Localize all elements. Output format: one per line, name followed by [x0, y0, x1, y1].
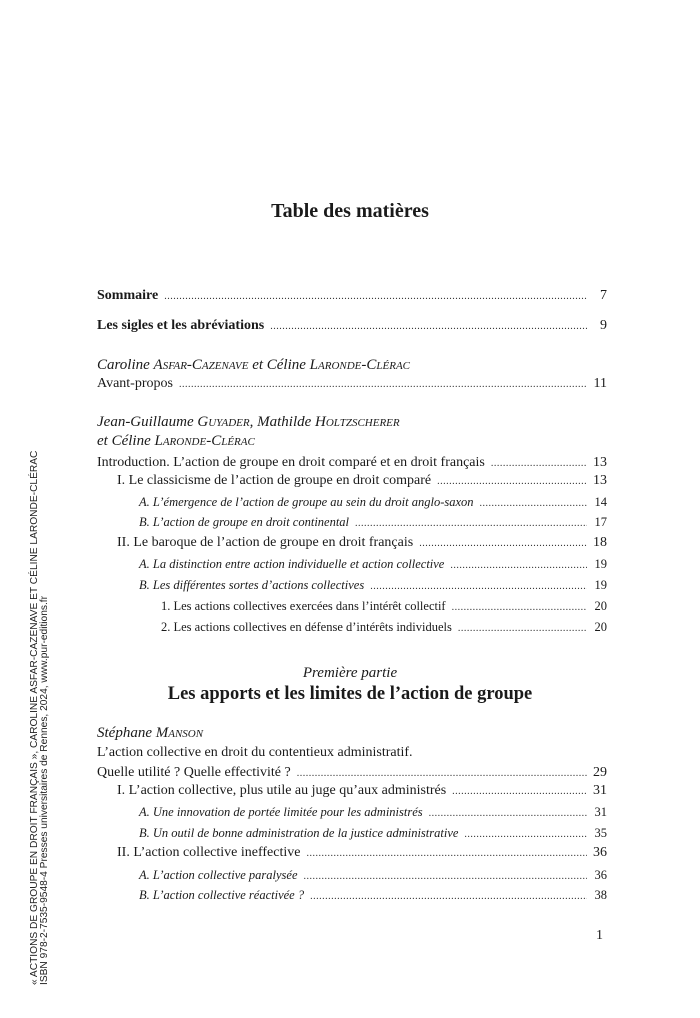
copyright-sidebar	[29, 450, 50, 985]
dot-leader	[437, 476, 587, 487]
dot-leader	[480, 498, 587, 509]
sidebar-line-1: « ACTIONS DE GROUPE EN DROIT FRANÇAIS », CAROLINE ASFAR-CAZENAVE ET CÉLINE LARONDE-CLÉRAC	[29, 450, 40, 985]
dot-leader	[355, 518, 587, 529]
toc-entry-label: II. L’action collective ineffective	[117, 845, 301, 860]
toc-entry-label: A. La distinction entre action individuelle et action collective	[139, 557, 445, 571]
toc-page-number: 9	[600, 318, 607, 333]
author-line	[97, 414, 607, 431]
toc-page-number: 13	[593, 473, 607, 488]
part-title: Les apports et les limites de l’action de groupe	[167, 684, 533, 704]
toc-page-number: 29	[593, 765, 607, 780]
toc-entry[interactable]	[97, 826, 607, 846]
toc-entry[interactable]	[97, 578, 607, 598]
dot-leader	[429, 808, 587, 819]
toc-entry[interactable]	[97, 845, 607, 865]
toc-entry-label: B. L’action collective réactivée ?	[139, 888, 305, 902]
toc-entry[interactable]	[97, 805, 607, 825]
toc-entry-label: A. L’émergence de l’action de groupe au sein du droit anglo-saxon	[139, 495, 474, 509]
dot-leader	[310, 891, 587, 902]
toc-entry-avant-propos[interactable]	[97, 376, 607, 396]
dot-leader	[306, 848, 587, 859]
toc-entry-label: Avant-propos	[97, 376, 173, 391]
toc-entry-label: I. L’action collective, plus utile au juge qu’aux administrés	[117, 783, 447, 798]
toc-entry-label: 2. Les actions collectives en défense d’intérêts individuels	[161, 620, 452, 634]
toc-entry[interactable]	[97, 783, 607, 803]
author-first-name: Jean-Guillaume	[97, 414, 194, 430]
author-first-name: Stéphane	[97, 725, 152, 741]
toc-entry[interactable]	[97, 620, 607, 640]
toc-entry-label: A. L’action collective paralysée	[139, 868, 298, 882]
author-line	[97, 725, 607, 742]
toc-entry[interactable]	[97, 473, 607, 493]
page-number: 1	[596, 928, 603, 943]
toc-entry-label: Introduction. L’action de groupe en droit comparé et en droit français	[97, 455, 485, 470]
author-line	[97, 433, 607, 450]
toc-entry-label: Quelle utilité ? Quelle effectivité ?	[97, 765, 291, 780]
dot-leader	[297, 768, 587, 779]
dot-leader	[464, 829, 587, 840]
author-last-name: Asfar-Cazenave	[153, 357, 249, 373]
toc-page-number: 14	[594, 495, 607, 509]
toc-page-number: 35	[594, 826, 607, 840]
toc-entry-label: Les sigles et les abréviations	[97, 318, 265, 333]
toc-entry-label: II. Le baroque de l’action de groupe en droit français	[117, 535, 414, 550]
toc-entry-sigles[interactable]	[97, 318, 607, 338]
author-last-name: Laronde-Clérac	[154, 433, 255, 449]
author-join: , Mathilde	[249, 414, 312, 430]
toc-entry-sommaire[interactable]	[97, 288, 607, 308]
author-join: et Céline	[252, 357, 306, 373]
toc-page-number: 20	[594, 620, 607, 634]
toc-entry-label: B. Les différentes sortes d’actions collectives	[139, 578, 365, 592]
toc-page-number: 17	[594, 515, 607, 529]
author-last-name: Holtzscherer	[315, 414, 400, 430]
toc-entry[interactable]	[97, 557, 607, 577]
toc-page-number: 13	[593, 455, 607, 470]
toc-page-number: 36	[594, 868, 607, 882]
toc-entry-label: A. Une innovation de portée limitée pour les administrés	[139, 805, 423, 819]
toc-entry[interactable]	[97, 495, 607, 515]
dot-leader	[458, 623, 587, 634]
toc-page-number: 11	[593, 376, 607, 391]
toc-entry-label: 1. Les actions collectives exercées dans l’intérêt collectif	[161, 599, 446, 613]
toc-entry[interactable]	[97, 535, 607, 555]
chapter-title-line: L’action collective en droit du contentieux administratif.	[97, 745, 413, 760]
dot-leader	[491, 458, 587, 469]
toc-entry-label: B. L’action de groupe en droit continental	[139, 515, 350, 529]
dot-leader	[419, 538, 587, 549]
dot-leader	[270, 321, 587, 332]
toc-page-number: 19	[594, 557, 607, 571]
dot-leader	[450, 560, 587, 571]
author-last-name: Manson	[155, 725, 204, 741]
toc-entry[interactable]	[97, 888, 607, 908]
toc-entry-label: I. Le classicisme de l’action de groupe en droit comparé	[117, 473, 432, 488]
dot-leader	[370, 581, 587, 592]
part-label: Première partie	[302, 665, 398, 681]
author-first-name: Caroline	[97, 357, 150, 373]
toc-entry[interactable]	[97, 599, 607, 619]
toc-page-number: 20	[594, 599, 607, 613]
author-line	[97, 357, 607, 374]
toc-page-number: 31	[594, 805, 607, 819]
dot-leader	[304, 871, 587, 882]
toc-page-number: 18	[593, 535, 607, 550]
toc-entry[interactable]	[97, 455, 607, 475]
author-first-name: et Céline	[97, 433, 151, 449]
toc-entry-label: B. Un outil de bonne administration de la justice administrative	[139, 826, 459, 840]
dot-leader	[452, 786, 587, 797]
toc-entry-label: Sommaire	[97, 288, 159, 303]
toc-page-number: 19	[594, 578, 607, 592]
toc-page-number: 36	[593, 845, 607, 860]
toc-entry[interactable]	[97, 765, 607, 785]
dot-leader	[179, 379, 587, 390]
author-last-name: Laronde-Clérac	[309, 357, 411, 373]
toc-entry[interactable]	[97, 515, 607, 535]
toc-page-number: 38	[594, 888, 607, 902]
dot-leader	[452, 602, 587, 613]
toc-page-number: 31	[593, 783, 607, 798]
toc-page-number: 7	[600, 288, 607, 303]
page-title: Table des matières	[271, 200, 429, 222]
sidebar-line-2: ISBN 978-2-7535-9548-4 Presses universitaires de Rennes, 2024, www.pur-editions.fr	[39, 595, 50, 985]
toc-entry[interactable]	[97, 868, 607, 888]
author-last-name: Guyader	[197, 414, 250, 430]
dot-leader	[164, 291, 587, 302]
